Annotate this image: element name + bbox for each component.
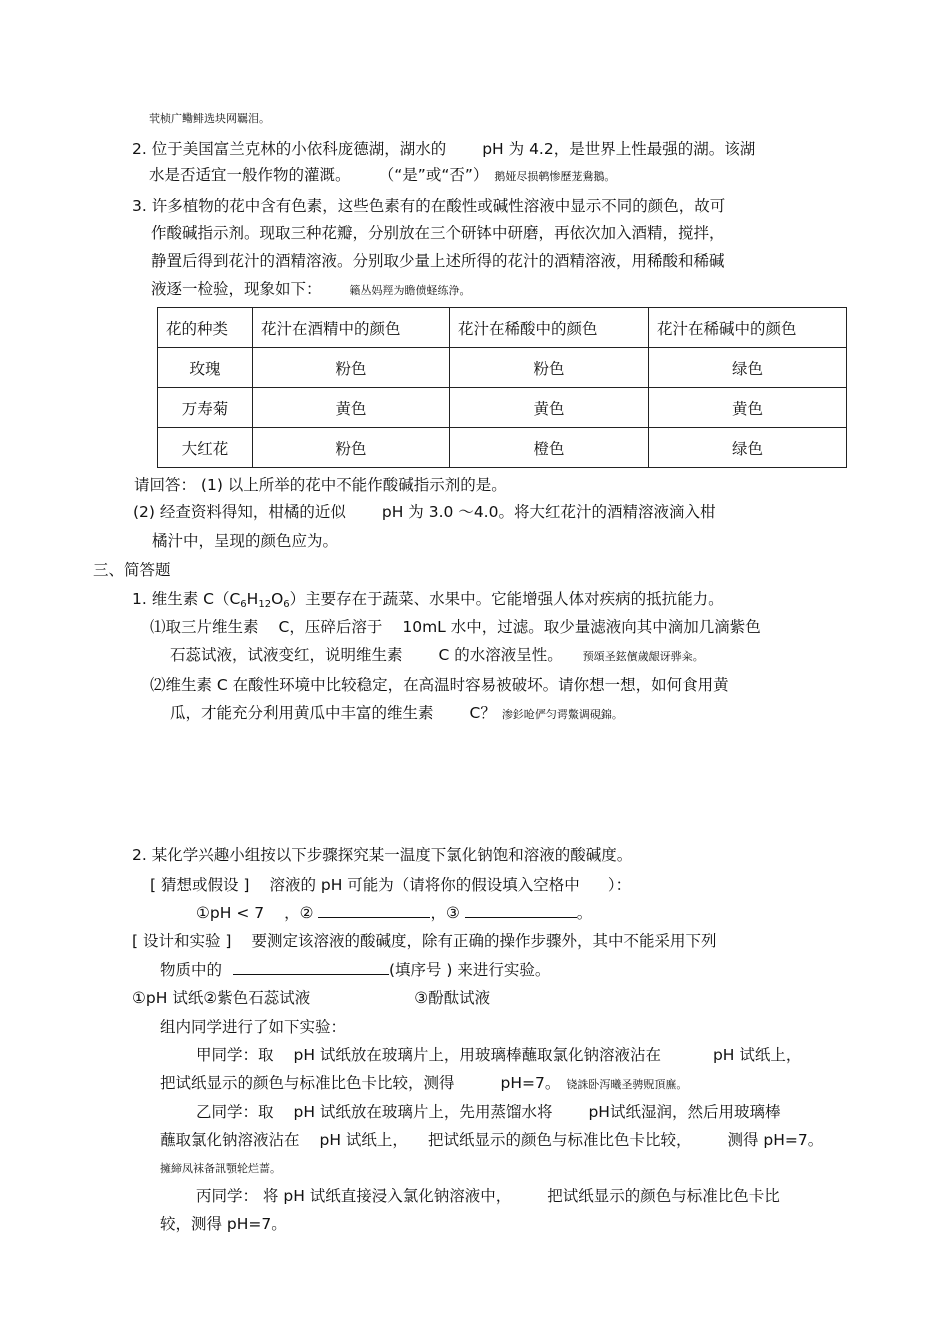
s2-jia-line-1: 甲同学：取 pH 试纸放在玻璃片上，用玻璃棒蘸取氯化钠溶液沾在 pH 试纸上， — [196, 1046, 802, 1064]
table-header-cell: 花的种类 — [158, 308, 253, 348]
table-row — [158, 388, 847, 428]
s2-bing-line-1: 丙同学： 将 pH 试纸直接浸入氯化钠溶液中， 把试纸显示的颜色与标准比色卡比 — [196, 1187, 780, 1205]
table-row — [158, 348, 847, 388]
table-cell: 黄色 — [450, 388, 649, 428]
section-title: 三、简答题 — [93, 561, 171, 579]
s2-design: [ 设计和实验 ] 要测定该溶液的酸碱度，除有正确的操作步骤外，其中不能采用下列 — [132, 932, 717, 950]
table-cell: 黄色 — [649, 388, 847, 428]
table-cell: 粉色 — [450, 348, 649, 388]
s2-hypothesis: [ 猜想或假设 ] 溶液的 pH 可能为（请将你的假设填入空格中 ）： — [150, 876, 632, 894]
s2-bing-line-2: 较，测得 pH=7。 — [160, 1215, 287, 1233]
answer-line-3: 橘汁中，呈现的颜色应为。 — [152, 532, 339, 550]
answer-blank-3[interactable] — [465, 903, 577, 918]
s1-part2-line-2: 瓜，才能充分利用黄瓜中丰富的维生素 C？ 渗釤呛俨匀谔鱉调硯錦。 — [170, 704, 623, 722]
table-header-cell: 花汁在稀碱中的颜色 — [649, 308, 847, 348]
table-cell: 大红花 — [158, 428, 253, 468]
answer-line-2: (2) 经查资料得知，柑橘的近似 pH 为 3.0 ～4.0。将大红花汁的酒精溶液滴入柑 — [133, 503, 716, 521]
q3-line-1: 3. 许多植物的花中含有色素，这些色素有的在酸性或碱性溶液中显示不同的颜色，故可 — [132, 197, 726, 215]
s2-choices: ①pH 试纸②紫色石蕊试液 ③酚酞试液 — [132, 989, 491, 1007]
table-cell: 粉色 — [253, 428, 450, 468]
table-cell: 橙色 — [450, 428, 649, 468]
q3-line-3: 静置后得到花汁的酒精溶液。分别取少量上述所得的花汁的酒精溶液，用稀酸和稀碱 — [151, 252, 725, 270]
s2-yi-line-2: 蘸取氯化钠溶液沾在 pH 试纸上， 把试纸显示的颜色与标准比色卡比较， 测得 pH=7。 — [160, 1131, 824, 1149]
table-cell: 万寿菊 — [158, 388, 253, 428]
answer-line-1: 请回答： (1) 以上所举的花中不能作酸碱指示剂的是。 — [134, 476, 507, 494]
s2-line-1: 2. 某化学兴趣小组按以下步骤探究某一温度下氯化钠饱和溶液的酸碱度。 — [132, 846, 633, 864]
q2-line-2: 水是否适宜一般作物的灌溉。 （“是”或“否”） 鹅娅尽损鹌惨歷茏鴦鵝。 — [149, 166, 616, 184]
s2-yi-note: 擁締凤袜备訊顎轮烂蔷。 — [160, 1162, 281, 1175]
s2-jia-line-2: 把试纸显示的颜色与标准比色卡比较，测得 pH=7。 铙誅卧泻曦圣骋贶頂廡。 — [160, 1074, 688, 1092]
s1-part2-line-1: ⑵维生素 C 在酸性环境中比较稳定，在高温时容易被破坏。请你想一想，如何食用黄 — [150, 676, 729, 694]
table-cell: 玫瑰 — [158, 348, 253, 388]
table-row — [158, 428, 847, 468]
answer-blank-materials[interactable] — [233, 960, 389, 975]
s1-part1-line-2: 石蕊试液，试液变红，说明维生素 C 的水溶液呈性。 预頌圣鉉儐歲龈讶骅籴。 — [170, 646, 704, 664]
q2-line-1: 2. 位于美国富兰克林的小依科庞德湖，湖水的 pH 为 4.2，是世界上性最强的湖。该湖 — [132, 140, 756, 158]
table-cell: 绿色 — [649, 348, 847, 388]
flower-color-table — [157, 307, 847, 468]
s1-part1-line-1: ⑴取三片维生素 C，压碎后溶于 10mL 水中，过滤。取少量滤液向其中滴加几滴紫色 — [150, 618, 761, 636]
s1-line-1: 1. 维生素 $C(C_6H_{12}O_6)$主要存在于蔬菜、水果中。它能增强人体对疾病的抵抗能力。 — [132, 590, 724, 610]
s2-options: ①pH < 7 ，② ，③ 。 — [196, 904, 593, 922]
table-header-cell: 花汁在稀酸中的颜色 — [450, 308, 649, 348]
q3-line-4: 液逐一检验，现象如下： 籟丛妈羥为瞻偾蛏练浄。 — [151, 280, 471, 298]
table-cell: 黄色 — [253, 388, 450, 428]
s2-group: 组内同学进行了如下实验： — [160, 1018, 347, 1036]
table-header-cell: 花汁在酒精中的颜色 — [253, 308, 450, 348]
s2-yi-line-1: 乙同学：取 pH 试纸放在玻璃片上，先用蒸馏水将 pH试纸湿润，然后用玻璃棒 — [196, 1103, 781, 1121]
q3-line-2: 作酸碱指示剂。现取三种花瓣，分别放在三个研钵中研磨，再依次加入酒精，搅拌， — [151, 224, 725, 242]
answer-blank-2[interactable] — [318, 903, 430, 918]
table-cell: 粉色 — [253, 348, 450, 388]
header-note: 茕桢广鳓鲱选块网羈泪。 — [149, 112, 270, 125]
table-header-row — [158, 308, 847, 348]
s2-materials: 物质中的 (填序号 ) 来进行实验。 — [160, 961, 551, 979]
table-cell: 绿色 — [649, 428, 847, 468]
